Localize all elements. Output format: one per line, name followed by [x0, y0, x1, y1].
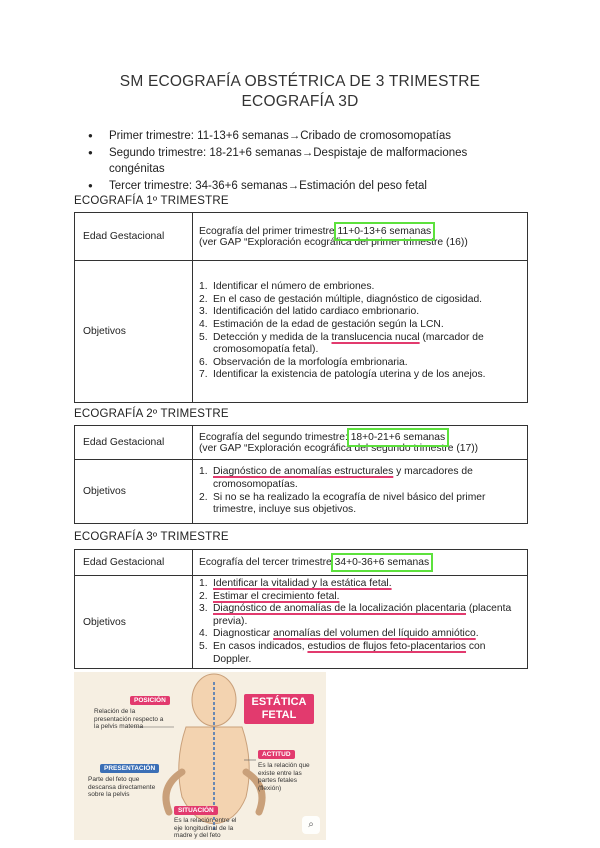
bullet-item: ● Segundo trimestre: 18-21+6 semanas→Despistaje de malformaciones congénitas	[88, 145, 508, 178]
objective-number: 2.	[199, 590, 208, 602]
objective-item	[199, 591, 521, 604]
table-first-trimester	[74, 212, 528, 403]
fetal-statics-figure	[74, 672, 326, 840]
objective-number: 3.	[199, 306, 208, 318]
cell-label-gestational-age: Edad Gestacional	[75, 213, 193, 261]
objective-underlined: Diagnóstico de anomalías de la localización placentaria	[213, 603, 466, 615]
objective-item	[199, 306, 521, 319]
section-title-third: ECOGRAFÍA 3º TRIMESTRE	[74, 531, 229, 543]
objective-text: Identificar el número de embriones.	[213, 281, 375, 293]
objective-item	[199, 466, 521, 491]
cell-objectives	[193, 460, 528, 524]
cell-label-gestational-age: Edad Gestacional	[75, 426, 193, 460]
objective-number: 1.	[199, 578, 208, 589]
objective-number: 5.	[199, 331, 208, 343]
objective-item	[199, 628, 521, 641]
objective-item	[199, 294, 521, 307]
title-line-2: ECOGRAFÍA 3D	[241, 93, 359, 110]
section-title-first: ECOGRAFÍA 1º TRIMESTRE	[74, 195, 229, 207]
objective-item	[199, 641, 521, 666]
tag-situacion: SITUACIÓN	[174, 806, 218, 815]
cell-label-objectives: Objetivos	[75, 576, 193, 669]
figure-heading: ESTÁTICA FETAL	[244, 694, 314, 724]
text-presentacion: Parte del feto que descansa directamente sobre la pelvis	[88, 776, 156, 798]
objectives-list	[199, 578, 521, 666]
text-actitud: Es la relación que existe entre las partes fetales (flexión)	[258, 762, 310, 792]
cell-label-gestational-age: Edad Gestacional	[75, 550, 193, 576]
objective-number: 1.	[199, 466, 208, 478]
objective-item	[199, 332, 521, 357]
tag-actitud: ACTITUD	[258, 750, 295, 759]
objective-text-tail: y marcadores de cromosomopatías.	[213, 466, 473, 490]
text-a: Ecografía del primer trimestre	[199, 225, 335, 237]
objective-item	[199, 578, 521, 591]
objective-underlined: translucencia nucal	[331, 331, 420, 343]
trimester-bullet-list	[88, 128, 508, 194]
zoom-icon[interactable]: ⌕	[302, 816, 320, 834]
objective-text: Detección y medida de la	[213, 331, 332, 343]
objective-item	[199, 492, 521, 517]
cell-label-objectives: Objetivos	[75, 460, 193, 524]
objective-text: En casos indicados,	[213, 640, 308, 652]
text-b: (ver GAP “Exploración ecográfica del segundo trimestre (17))	[199, 442, 479, 454]
table-third-trimester	[74, 549, 528, 669]
objective-number: 5.	[199, 640, 208, 652]
cell-label-objectives: Objetivos	[75, 261, 193, 403]
objective-item	[199, 281, 521, 294]
objective-text-tail: con Doppler.	[213, 640, 486, 665]
cell-objectives	[193, 576, 528, 669]
objectives-list	[199, 466, 521, 516]
bullet-item: ● Primer trimestre: 11-13+6 semanas→Cribado de cromosomopatías	[88, 128, 508, 145]
tag-presentacion: PRESENTACIÓN	[100, 764, 159, 773]
objectives-list	[199, 281, 521, 382]
table-second-trimester	[74, 425, 528, 524]
objective-text: Si no se ha realizado la ecografía de nivel básico del primer trimestre, incluye sus objetivos.	[213, 491, 486, 516]
objective-text: Estimación de la edad de gestación según la LCN.	[213, 318, 444, 330]
objective-text-tail: (placenta previa).	[213, 603, 512, 627]
objective-text: Diagnosticar	[213, 628, 274, 640]
text-situacion: Es la relación entre el eje longitudinal de la madre y del feto	[174, 817, 237, 839]
objective-text-tail: .	[475, 628, 479, 640]
objective-underlined: Estimar el crecimiento fetal.	[213, 590, 340, 602]
weeks-highlight: 34+0-36+6 semanas	[334, 557, 430, 568]
text-a: Ecografía del segundo trimestre:	[199, 431, 348, 443]
objective-text: En el caso de gestación múltiple, diagnóstico de cigosidad.	[213, 293, 483, 305]
objective-number: 3.	[199, 603, 208, 615]
cell-gestational-age	[193, 426, 528, 460]
objective-number: 1.	[199, 281, 208, 293]
tag-posicion: POSICIÓN	[130, 696, 170, 705]
objective-underlined: anomalías del volumen del líquido amniótico	[273, 628, 476, 640]
objective-item	[199, 603, 521, 628]
cell-gestational-age	[193, 213, 528, 261]
text-b: (ver GAP “Exploración ecográfica del primer trimestre (16))	[199, 236, 468, 248]
weeks-highlight: 18+0-21+6 semanas	[350, 431, 446, 443]
objective-text: Identificar la existencia de patología uterina y de los anejos.	[213, 369, 486, 381]
weeks-highlight: 11+0-13+6 semanas	[337, 225, 432, 237]
objective-underlined: estudios de flujos feto-placentarios	[307, 640, 467, 652]
objective-item	[199, 357, 521, 370]
objective-underlined: Identificar la vitalidad y la estática fetal.	[213, 578, 392, 589]
objective-number: 4.	[199, 318, 208, 330]
objective-text: Observación de la morfología embrionaria.	[213, 356, 408, 368]
text-posicion: Relación de la presentación respecto a la pelvis materna	[94, 708, 164, 730]
objective-number: 7.	[199, 369, 208, 381]
objective-item	[199, 319, 521, 332]
objective-number: 2.	[199, 491, 208, 503]
objective-text-tail: (marcador de cromosomopatía fetal).	[213, 331, 484, 356]
objective-underlined: Diagnóstico de anomalías estructurales	[213, 466, 394, 478]
objective-text: Identificación del latido cardiaco embrionario.	[213, 306, 420, 318]
bullet-item: ● Tercer trimestre: 34-36+6 semanas→Estimación del peso fetal	[88, 178, 508, 195]
cell-objectives	[193, 261, 528, 403]
section-title-second: ECOGRAFÍA 2º TRIMESTRE	[74, 408, 229, 420]
title-line-1: SM ECOGRAFÍA OBSTÉTRICA DE 3 TRIMESTRE	[119, 73, 481, 90]
objective-item	[199, 369, 521, 382]
objective-number: 2.	[199, 293, 208, 305]
cell-gestational-age	[193, 550, 528, 576]
objective-number: 6.	[199, 356, 208, 368]
objective-number: 4.	[199, 628, 208, 640]
text-a: Ecografía del tercer trimestre	[199, 557, 332, 568]
page-title	[0, 72, 600, 112]
